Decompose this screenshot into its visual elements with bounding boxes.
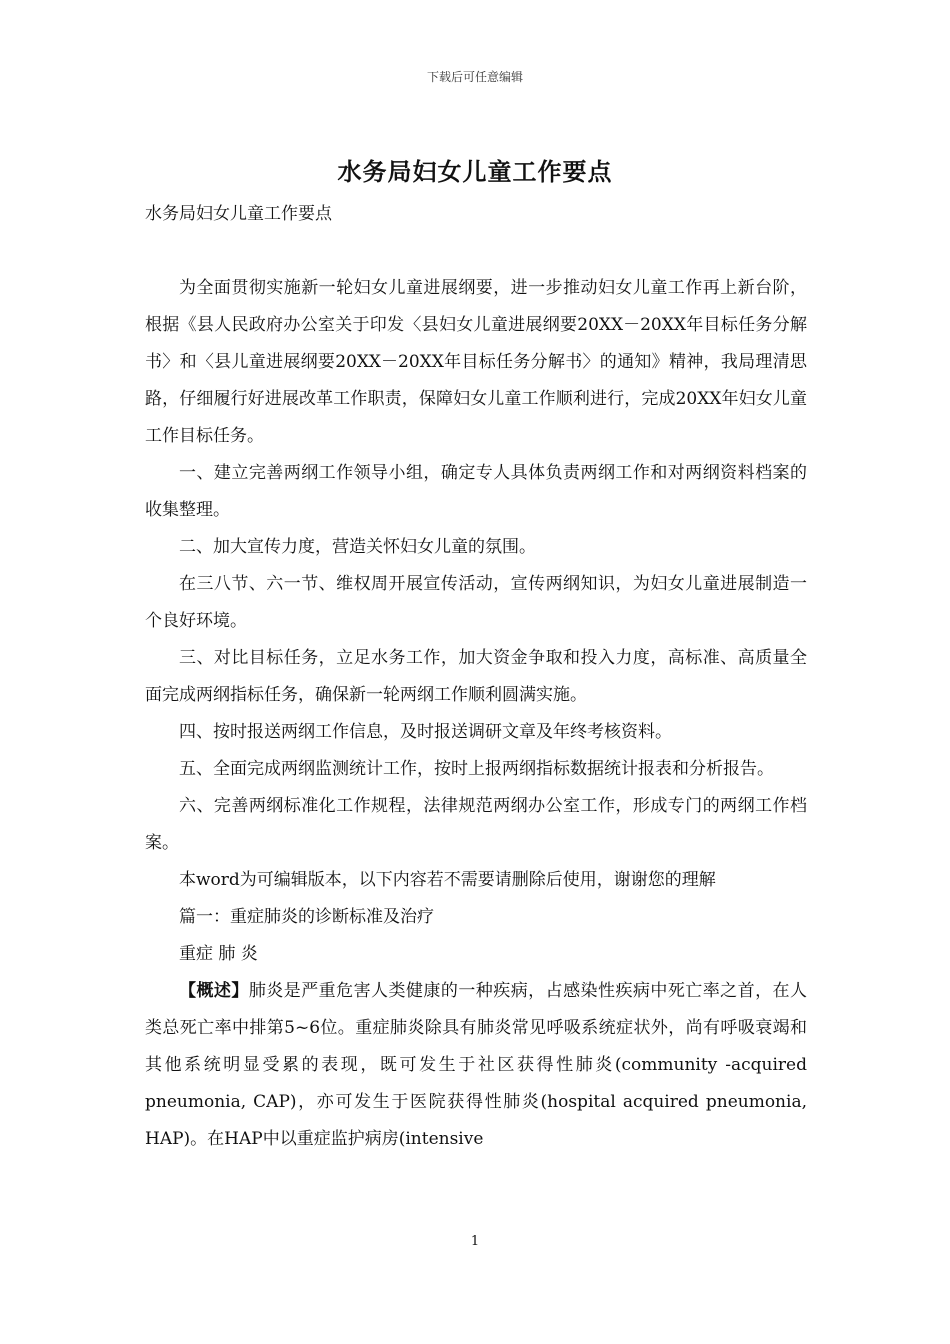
paragraph-item-2: 二、加大宣传力度，营造关怀妇女儿童的氛围。 (179, 537, 536, 557)
paragraph-overview (145, 973, 807, 1158)
page-number: 1 (470, 1234, 480, 1249)
paragraph-item-4: 四、按时报送两纲工作信息，及时报送调研文章及年终考核资料。 (179, 722, 672, 742)
header-note: 下载后可任意编辑 (426, 70, 523, 84)
overview-text: 肺炎是严重危害人类健康的一种疾病，占感染性疾病中死亡率之首，在人类总死亡率中排第5~6位。重症肺炎除具有肺炎常见呼吸系统症状外，尚有呼吸衰竭和其他系统明显受累的表现，既可发生于社区获得性肺炎(community -acquired pneumonia, CAP)，亦可发生于医院获得性肺炎(hospital acquired pneumonia, HAP)。在HAP中以重症监护病房(intensive (145, 981, 808, 1149)
paragraph-item-6: 六、完善两纲标准化工作规程，法律规范两纲办公室工作，形成专门的两纲工作档案。 (145, 796, 807, 853)
paragraph-activities: 在三八节、六一节、维权周开展宣传活动，宣传两纲知识，为妇女儿童进展制造一个良好环境。 (145, 574, 807, 631)
paragraph-editable-note: 本word为可编辑版本，以下内容若不需要请删除后使用，谢谢您的理解 (179, 870, 716, 890)
paragraph-item-5: 五、全面完成两纲监测统计工作，按时上报两纲指标数据统计报表和分析报告。 (179, 759, 774, 779)
paragraph-section-heading: 重症 肺 炎 (179, 944, 258, 964)
paragraph-chapter-heading: 篇一：重症肺炎的诊断标准及治疗 (179, 907, 434, 927)
document-body (145, 270, 807, 1158)
document-subtitle: 水务局妇女儿童工作要点 (145, 204, 332, 224)
paragraph-item-3: 三、对比目标任务，立足水务工作，加大资金争取和投入力度，高标准、高质量全面完成两纲指标任务，确保新一轮两纲工作顺利圆满实施。 (145, 648, 807, 705)
paragraph-item-1: 一、建立完善两纲工作领导小组，确定专人具体负责两纲工作和对两纲资料档案的收集整理。 (145, 463, 807, 520)
document-title: 水务局妇女儿童工作要点 (337, 158, 613, 186)
paragraph-intro: 为全面贯彻实施新一轮妇女儿童进展纲要，进一步推动妇女儿童工作再上新台阶，根据《县人民政府办公室关于印发〈县妇女儿童进展纲要20XX－20XX年目标任务分解书〉和〈县儿童进展纲要20XX－20XX年目标任务分解书〉的通知》精神，我局理清思路，仔细履行好进展改革工作职责，保障妇女儿童工作顺利进行，完成20XX年妇女儿童工作目标任务。 (145, 278, 807, 446)
overview-label: 【概述】 (179, 981, 249, 1001)
